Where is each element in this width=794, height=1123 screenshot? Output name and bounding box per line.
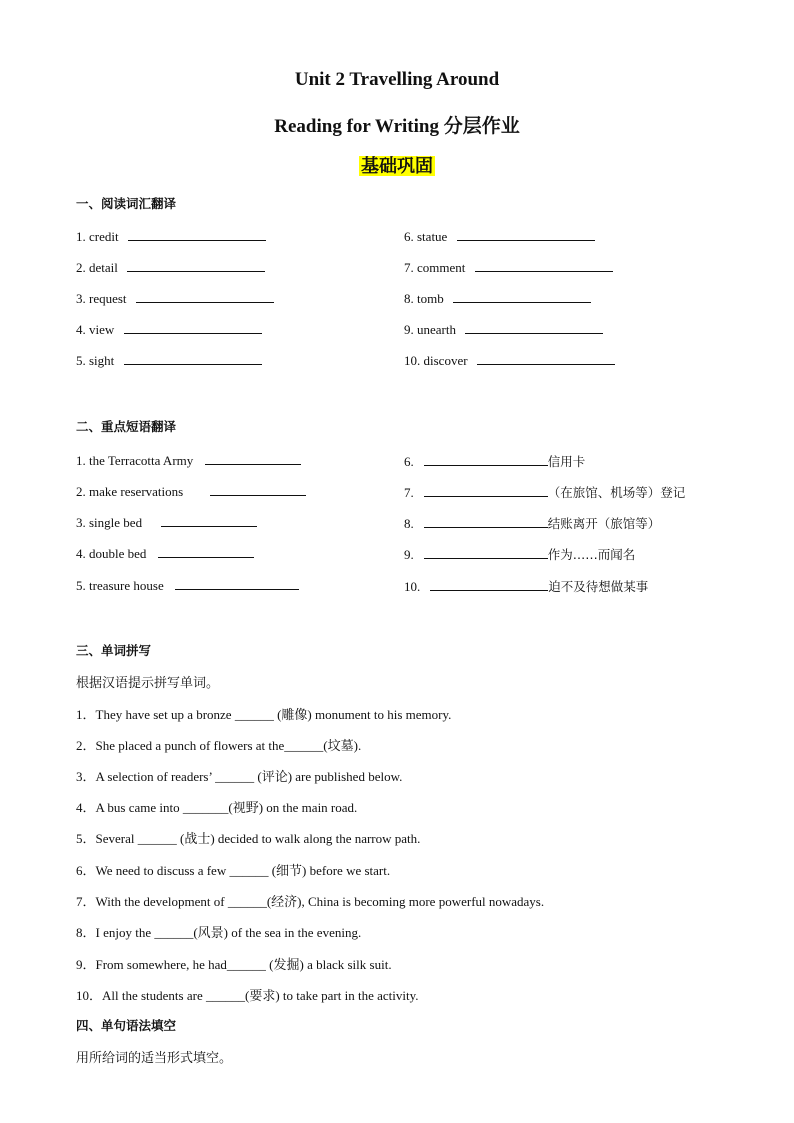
section3-instruction: 根据汉语提示拼写单词。 [76,676,220,691]
section4-heading: 四、单句语法填空 [76,1018,177,1033]
s2-left-item-3[interactable]: 3. single bed [76,514,257,531]
answer-blank[interactable] [453,290,591,303]
s2-right-item-8[interactable]: 8. 结账离开（旅馆等） [404,516,661,531]
answer-blank[interactable] [124,352,262,365]
s3-sentence-10: 10．All the students are ______(要求) to take part in the activity. [76,988,419,1003]
answer-blank[interactable] [136,290,274,303]
answer-blank[interactable] [477,352,615,365]
answer-blank[interactable] [424,453,548,466]
s3-sentence-3: 3．A selection of readers’ ______ (评论) are published below. [76,769,403,784]
section1-heading: 一、阅读词汇翻译 [76,196,177,211]
answer-blank[interactable]: ______ [229,863,269,878]
answer-blank[interactable] [465,321,603,334]
answer-blank[interactable] [424,546,548,559]
answer-blank[interactable]: ______ [284,738,324,753]
answer-blank[interactable] [210,483,306,496]
s1-right-item-6[interactable]: 6. statue [404,228,595,245]
s3-sentence-6: 6．We need to discuss a few ______ (细节) before we start. [76,863,391,878]
s3-sentence-2: 2．She placed a punch of flowers at the______(坟墓). [76,738,362,753]
section4-instruction: 用所给词的适当形式填空。 [76,1051,233,1066]
answer-blank[interactable] [161,514,257,527]
s1-right-item-8[interactable]: 8. tomb [404,290,591,307]
answer-blank[interactable]: ______ [234,707,274,722]
answer-blank[interactable] [430,578,548,591]
s2-left-item-1[interactable]: 1. the Terracotta Army [76,452,301,469]
s3-sentence-1: 1．They have set up a bronze ______ (雕像) monument to his memory. [76,707,452,722]
highlighted-label: 基础巩固 [361,156,433,176]
answer-blank[interactable]: ______ [154,925,194,940]
title-reading: Reading for Writing 分层作业 [274,116,520,137]
s3-sentence-9: 9．From somewhere, he had______ (发掘) a black silk suit. [76,957,392,972]
s2-left-item-2[interactable]: 2. make reservations [76,483,306,500]
s2-right-item-6[interactable]: 6. 信用卡 [404,454,586,469]
answer-blank[interactable] [205,452,301,465]
s2-left-item-5[interactable]: 5. treasure house [76,577,299,594]
s1-right-item-10[interactable]: 10. discover [404,352,615,369]
s1-left-item-4[interactable]: 4. view [76,321,262,338]
answer-blank[interactable]: _______ [182,800,229,815]
s1-left-item-5[interactable]: 5. sight [76,352,262,369]
answer-blank[interactable] [158,545,254,558]
answer-blank[interactable] [124,321,262,334]
s3-sentence-5: 5．Several ______ (战士) decided to walk along the narrow path. [76,831,421,846]
s2-left-item-4[interactable]: 4. double bed [76,545,254,562]
answer-blank[interactable] [127,259,265,272]
answer-blank[interactable]: ______ [215,769,255,784]
answer-blank[interactable] [424,484,548,497]
answer-blank[interactable]: ______ [205,988,245,1003]
answer-blank[interactable] [128,228,266,241]
s1-right-item-9[interactable]: 9. unearth [404,321,603,338]
answer-blank[interactable]: ______ [226,957,266,972]
s2-right-item-10[interactable]: 10. 迫不及待想做某事 [404,579,649,594]
answer-blank[interactable]: ______ [227,894,267,909]
s1-right-item-7[interactable]: 7. comment [404,259,613,276]
s3-sentence-7: 7．With the development of ______(经济), China is becoming more powerful nowadays. [76,894,545,909]
section2-heading: 二、重点短语翻译 [76,419,177,434]
s2-right-item-9[interactable]: 9. 作为……而闻名 [404,547,636,562]
s2-right-item-7[interactable]: 7. （在旅馆、机场等）登记 [404,485,686,500]
s1-left-item-2[interactable]: 2. detail [76,259,265,276]
answer-blank[interactable] [424,515,548,528]
title-unit: Unit 2 Travelling Around [294,69,500,90]
s1-left-item-1[interactable]: 1. credit [76,228,266,245]
section3-heading: 三、单词拼写 [76,643,152,658]
answer-blank[interactable] [175,577,299,590]
answer-blank[interactable] [475,259,613,272]
s1-left-item-3[interactable]: 3. request [76,290,274,307]
title-section-label [0,152,794,178]
answer-blank[interactable]: ______ [137,831,177,846]
s3-sentence-4: 4．A bus came into _______(视野) on the main road. [76,800,358,815]
s3-sentence-8: 8．I enjoy the ______(风景) of the sea in the evening. [76,925,362,940]
answer-blank[interactable] [457,228,595,241]
